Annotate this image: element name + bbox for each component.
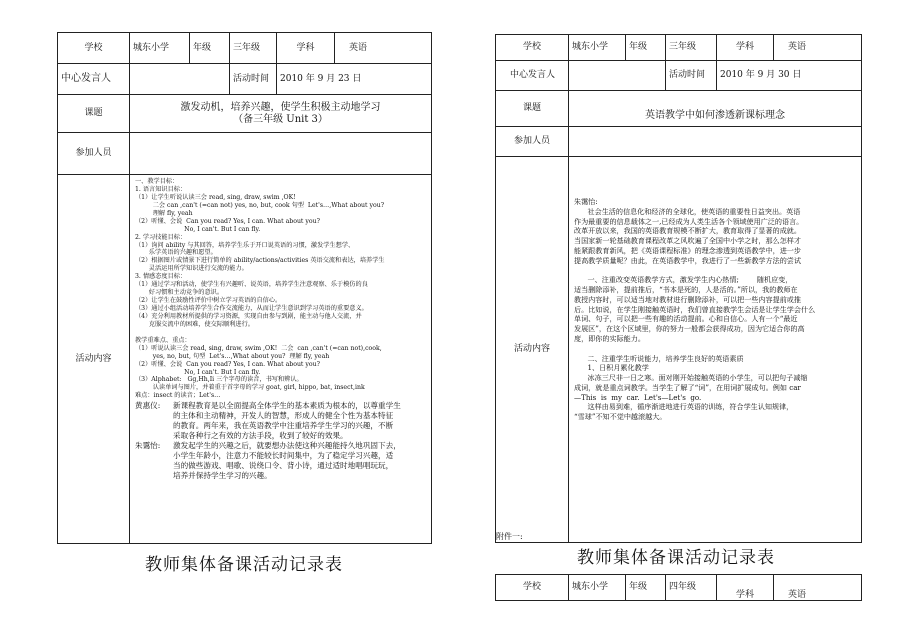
speaker-text-line: 培养并保持学生学习的兴趣。 [173,471,272,481]
grade-label: 年级 [626,575,666,601]
right-footer-title: 教师集体备课活动记录表 [577,548,775,568]
right-record-table [495,34,862,543]
speaker-text [173,401,401,441]
right-content-line: 1、日积月累化教学 [574,363,649,373]
left-content-line [135,329,426,337]
time-label: 活动时间 [666,61,717,91]
subject-value: 英语 [335,33,432,64]
grade-value: 四年级 [666,575,717,601]
left-content-line: （1）通过学习和活动，使学生有兴趣听、说英语，培养学生注意观察、乐于模仿的良 [135,281,368,289]
left-content-line: （3）Alphabet: Gg,Hh,Ii 三个字母的读音，书写和辨认。 [135,376,303,384]
right-content-line: 冰冻三尺非一日之寒。面对刚开始接触英语的小学生，可以把句子减缩 [574,373,808,383]
right-content-line: 作为最重要的信息载体之一,已经成为人类生活各个领域使用广泛的语言。 [574,216,804,226]
right-content-line: 一、注重改变英语教学方式，激发学生内心热情; 随机应变， [574,275,793,285]
subject-label: 学科 [717,575,774,601]
left-content-line: 乐学英语的兴趣和愿望。 [135,249,217,257]
right-content-line: 这样由易到难，循序渐进地进行英语的训练，符合学生认知规律， [574,402,794,412]
right-content-line [574,344,856,354]
right-content-line: 度，即你的实际能力。 [574,333,645,343]
topic-line-2: （备三年级 Unit 3） [233,113,328,125]
left-content-line: （2）根据图片或情景下进行简单的 ability/actions/activities 英语交流和表达，培养学生 [135,257,385,265]
subject-label: 学科 [277,33,335,64]
speaker-text-line: 新课程教育是以全面提高全体学生的基本素质为根本的，以尊重学生 [173,401,401,411]
right-content-line: 社会生活的信息化和经济的全球化，使英语的重要性日益突出。英语 [574,206,801,216]
speaker-value [130,64,230,95]
right-content-line: 后。比如说，在学生刚接触英语时，我们曾直接教学生会话是让学生学会什么 [574,304,816,314]
speaker-text-line: 的教育。两年来，我在英语教学中注重培养学生学习的兴趣，不断 [173,421,394,431]
speaker-text-line: 当的做些游戏、唱歌、说绕口令、背小诗，通过适时地唱唱玩玩， [173,461,394,471]
attachment-label: 附件一: [496,532,523,541]
speaker-text-line: 的主体和主动精神，开发人的智慧，形成人的健全个性为基本特征 [173,411,394,421]
left-content-line: No, I can't. But I can fly. [135,225,261,233]
topic-label: 课题 [58,95,130,133]
right-content-line: 单词、句子，可以把一些有趣的活动提前。心和自信心。人有一个“最近 [574,314,798,324]
left-content-line: （3）通过小组活动培养学生合作交流能力，从而让学生意识到学习英语的重要意义。 [135,305,368,312]
right-content-line: 教授内容时，可以适当地对教材进行删除添补，可以把一些内容提前或推 [574,294,801,304]
speaker-text-line: 采取各种行之有效的方法手段，收到了较好的效果。 [173,431,348,441]
participants-label: 参加人员 [58,133,130,175]
school-label: 学校 [496,575,569,601]
subject-value: 英语 [774,35,862,61]
right-content-line [574,265,856,275]
content-body [130,175,432,544]
speaker-note [135,441,426,481]
left-content-line: 灵活运用所学知识进行交流的能力。 [135,265,248,273]
left-content-line: 1. 语言知识目标： [135,185,187,193]
speaker-label: 中心发言人 [496,61,569,91]
school-label: 学校 [496,35,569,61]
content-lines [574,197,856,422]
participants-label: 参加人员 [496,127,569,157]
left-content-line: （1）让学生听说认读三会 read, sing, draw, swim ,OK! [135,193,296,201]
left-content-line: yes, no, but, 句型 Let's…,What about you? 理解 fly, yeah [135,352,330,360]
grade-value: 三年级 [230,33,277,64]
left-content-line: 2. 学习技能目标： [135,233,187,241]
topic-value: 英语教学中如何渗透新课标理念 [569,91,862,127]
time-value: 2010 年 9 月 30 日 [717,61,862,91]
content-label: 活动内容 [58,175,130,544]
speaker-name: 黄惠仪: [135,401,161,411]
subject-value: 英语 [774,575,862,601]
content-body [569,157,862,543]
speaker-text [173,441,401,481]
school-value: 城东小学 [569,35,626,61]
right-content-line: 改革开放以来，我国的英语教育规模不断扩大，教育取得了显著的成就。 [574,226,801,236]
speaker-value [569,61,666,91]
left-footer-title: 教师集体备课活动记录表 [145,555,343,575]
left-content-line: （1）询问 ability 与其回答，培养学生乐于开口说英语的习惯，激发学生想学、 [135,241,355,249]
speaker-name: 朱霭怡: [135,441,161,451]
right-content-line: 适当删除添补，提前推后，“书本是死的，人是活的。”所以，我的教师在 [574,285,798,295]
right-next-table [495,574,862,601]
grade-label: 年级 [626,35,666,61]
time-value: 2010 年 9 月 23 日 [277,64,432,95]
left-content-line: 一、教学目标： [135,178,179,185]
left-content-line: 难点：insect 的读音；Let's… [135,392,221,400]
left-content-line: 理解 fly, yeah [135,209,193,217]
subject-label: 学科 [717,35,774,61]
content-lines [135,178,426,400]
left-content-line: （2）听懂、会说 Can you read? Yes, I can. What about you? [135,360,320,368]
participants-value [130,133,432,175]
right-content-line: —This is my car. Let's—Let's go. [574,392,702,402]
left-content-line: 教学重难点、重点： [135,336,191,344]
left-content-line: 3. 情感态度目标： [135,273,187,281]
school-value: 城东小学 [569,575,626,601]
right-content-line: 二、注重学生听说能力，培养学生良好的英语素质 [574,353,744,363]
right-content-line: “雪球”不知不觉中越滚越大。 [574,412,667,422]
left-record-table [57,32,432,544]
left-content-line: 克服交流中的困难，使交际顺利进行。 [135,320,254,328]
right-content-line: 成词，就是重点词教学。当学生了解了“词”，在用词扩展成句。例如 car [574,382,801,392]
school-label: 学校 [58,33,130,64]
grade-value: 三年级 [666,35,717,61]
time-label: 活动时间 [230,64,277,95]
right-content-line: 发展区”，在这个区域里，你的努力一般都会获得成功，因为它适合你的高 [574,324,805,334]
topic-value [130,95,432,133]
left-content-line: （2）让学生在鼓励性评价中树立学习英语的自信心。 [135,297,282,305]
left-content-line: 好习惯和主动竞争的意识。 [135,289,224,297]
speaker-text-line: 激发起学生的兴趣之后，就要想办法使这种兴趣能持久地巩固下去， [173,441,401,451]
right-content-line: 当国家新一轮基础教育课程改革之风吹遍了全国中小学之时，那么怎样才 [574,236,801,246]
left-content-line: （1）听说认读三会 read, sing, draw, swim ,OK! 二会 can ,can't (=can not),cook, [135,344,382,352]
left-content-line: （4）充分利用教材所提供的学习资源，实现自由参与到剧，能主动与他人交流，并 [135,312,362,320]
left-content-line: （2）听懂、会说 Can you read? Yes, I can. What about you? [135,217,320,225]
content-label: 活动内容 [496,157,569,543]
participants-value [569,127,862,157]
speaker-text-line: 小学生年龄小，注意力不能较长时间集中，为了稳定学习兴趣，适 [173,451,394,461]
school-value: 城东小学 [130,33,190,64]
speaker-label: 中心发言人 [58,64,130,95]
left-content-line: No, I can't. But I can fly. [135,368,261,376]
topic-line-1: 激发动机，培养兴趣，使学生积极主动地学习 [180,102,381,113]
right-content-line: 提高教学质量呢？由此，在英语教学中，我进行了一些新教学方法的尝试 [574,255,801,265]
left-content-line: 认读单词与图片，并着重于首字母的学习 goat, girl, hippo, bat, insect,ink [135,384,365,392]
speaker-note [135,401,426,441]
topic-label: 课题 [496,91,569,127]
right-content-line: 朱霭怡: [574,197,598,206]
speaker-notes [135,401,426,481]
right-content-line: 能紧跟教育新风，把《英语课程标准》的理念渗透到英语教学中，进一步 [574,245,801,255]
grade-label: 年级 [190,33,230,64]
left-content-line: 二会 can ,can't (=can not) yes, no, but, cook 句型 Let's…,What about you? [135,201,385,209]
